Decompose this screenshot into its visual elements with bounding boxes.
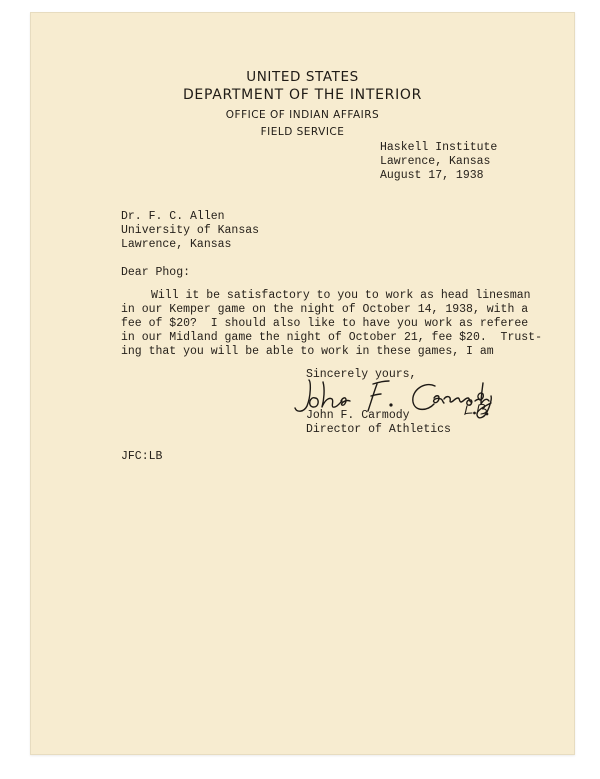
letterhead-line-office: OFFICE OF INDIAN AFFAIRS xyxy=(225,109,380,121)
closing: Sincerely yours, xyxy=(306,368,417,381)
body-line-5: ing that you will be able to work in these games, I am xyxy=(121,345,494,358)
letterhead-line-department: DEPARTMENT OF THE INTERIOR xyxy=(182,87,423,103)
body-line-1: Will it be satisfactory to you to work as head linesman xyxy=(151,289,531,302)
typed-signer-name: John F. Carmody xyxy=(306,409,410,422)
letter-page xyxy=(30,12,575,755)
sender-address-line1: Haskell Institute xyxy=(380,141,498,154)
letterhead-line-united-states: UNITED STATES xyxy=(246,69,359,85)
salutation: Dear Phog: xyxy=(121,266,191,279)
letterhead-line-field-service: FIELD SERVICE xyxy=(260,126,345,138)
recipient-org: University of Kansas xyxy=(121,224,260,237)
sender-address-line2: Lawrence, Kansas xyxy=(380,155,491,168)
body-line-4: in our Midland game the night of October 21, fee $20. Trust- xyxy=(121,331,542,344)
body-line-3: fee of $20? I should also like to have you work as referee xyxy=(121,317,529,330)
reference-initials: JFC:LB xyxy=(121,450,163,463)
body-line-2: in our Kemper game on the night of October 14, 1938, with a xyxy=(121,303,529,316)
signature-initials xyxy=(465,404,488,414)
recipient-city: Lawrence, Kansas xyxy=(121,238,232,251)
letter-date: August 17, 1938 xyxy=(380,169,484,182)
recipient-name: Dr. F. C. Allen xyxy=(121,210,225,223)
signer-title: Director of Athletics xyxy=(306,423,451,436)
